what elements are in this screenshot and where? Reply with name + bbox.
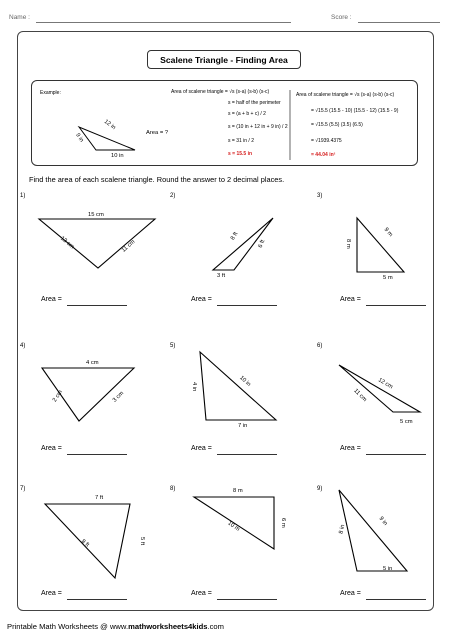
- triangle-6-label: 5 cm: [400, 419, 413, 425]
- footer-prefix: Printable Math Worksheets @ www.: [7, 622, 129, 631]
- triangle-5-label: 4 in: [191, 382, 197, 392]
- answer-line-3[interactable]: [366, 305, 426, 306]
- area-label: Area =: [340, 590, 361, 597]
- example-step2-0: Area of scalene triangle = √s (s-a) (s-b) (s-c): [296, 92, 395, 98]
- triangle-8-label: 6 m: [280, 518, 286, 528]
- example-area-question: Area = ?: [146, 130, 169, 136]
- footer-brand: mathworksheets4kids: [128, 622, 208, 631]
- example-step2-1: = √15.5 (15.5 - 10) (15.5 - 12) (15.5 - 9): [311, 108, 399, 114]
- example-step2-3: = √1939.4375: [311, 138, 342, 144]
- example-step1-5: s = 15.5 in: [228, 151, 253, 157]
- example-step2-2: = √15.5 (5.5) (3.5) (6.5): [311, 122, 363, 128]
- answer-line-4[interactable]: [67, 454, 127, 455]
- triangle-1-label: 13 cm: [58, 235, 75, 251]
- triangle-2-label: 6 ft: [257, 239, 267, 249]
- triangle-7-label: 5 ft: [139, 537, 145, 546]
- area-label: Area =: [191, 445, 212, 452]
- answer-line-8[interactable]: [217, 599, 277, 600]
- triangle-2-label: 8 ft: [229, 231, 240, 242]
- problem-number: 2): [170, 193, 176, 199]
- area-label: Area =: [41, 296, 62, 303]
- problem-number: 8): [170, 486, 176, 492]
- triangle-5-label: 7 in: [238, 423, 248, 429]
- triangle-1-label: 15 cm: [88, 212, 104, 218]
- example-side-c: 10 in: [111, 153, 124, 159]
- answer-line-6[interactable]: [366, 454, 426, 455]
- triangle-3-label: 5 m: [383, 275, 393, 281]
- answer-line-1[interactable]: [67, 305, 127, 306]
- triangle-9-label: 8 in: [338, 524, 347, 535]
- example-side-a: 12 in: [102, 118, 117, 132]
- triangle-9-label: 5 in: [383, 566, 393, 572]
- triangle-4-label: 3 cm: [111, 390, 126, 404]
- area-label: Area =: [191, 590, 212, 597]
- triangle-6-label: 12 cm: [376, 377, 394, 391]
- area-label: Area =: [41, 590, 62, 597]
- triangle-7-label: 8 ft: [79, 538, 90, 549]
- area-label: Area =: [340, 296, 361, 303]
- triangle-8-label: 8 m: [233, 488, 243, 494]
- triangle-5: [200, 352, 276, 420]
- triangle-1-label: 11 cm: [120, 239, 137, 254]
- triangle-4-label: 4 cm: [86, 360, 99, 366]
- footer-suffix: .com: [207, 622, 224, 631]
- triangle-3-label: 8 m: [345, 239, 351, 249]
- triangle-5-label: 10 in: [238, 375, 252, 388]
- score-label: Score :: [331, 14, 352, 21]
- instructions: Find the area of each scalene triangle. Round the answer to 2 decimal places.: [29, 175, 285, 184]
- problem-number: 7): [20, 486, 26, 492]
- example-step1-1: s = half of the perimeter: [228, 100, 281, 106]
- problem-number: 4): [20, 343, 26, 349]
- answer-line-9[interactable]: [366, 599, 426, 600]
- triangle-3-label: 9 m: [382, 226, 394, 239]
- example-step1-4: s = 31 in / 2: [228, 138, 254, 144]
- problem-number: 3): [317, 193, 323, 199]
- triangle-9-label: 9 in: [377, 515, 389, 527]
- problem-number: 9): [317, 486, 323, 492]
- answer-line-2[interactable]: [217, 305, 277, 306]
- answer-line-5[interactable]: [217, 454, 277, 455]
- area-label: Area =: [191, 296, 212, 303]
- example-step1-2: s = (a + b + c) / 2: [228, 111, 266, 117]
- triangle-7-label: 7 ft: [95, 495, 104, 501]
- example-step1-0: Area of scalene triangle = √s (s-a) (s-b) (s-c): [171, 89, 270, 95]
- triangle-1: [39, 219, 155, 268]
- example-side-b: 9 in: [74, 132, 85, 144]
- answer-line-7[interactable]: [67, 599, 127, 600]
- worksheet-title: Scalene Triangle - Finding Area: [147, 50, 301, 69]
- triangle-2-label: 3 ft: [217, 273, 226, 279]
- name-label: Name :: [9, 14, 30, 21]
- triangle-3: [357, 218, 404, 272]
- triangle-9: [339, 490, 407, 571]
- problem-number: 5): [170, 343, 176, 349]
- triangle-6: [339, 365, 420, 412]
- triangle-4-label: 2 cm: [51, 389, 64, 404]
- triangle-8-label: 10 m: [226, 520, 241, 533]
- area-label: Area =: [41, 445, 62, 452]
- footer-credit: [7, 622, 224, 631]
- area-label: Area =: [340, 445, 361, 452]
- problem-number: 6): [317, 343, 323, 349]
- triangle-6-label: 11 cm: [352, 387, 368, 404]
- example-step2-4: = 44.04 in²: [311, 152, 336, 158]
- problem-number: 1): [20, 193, 26, 199]
- example-label: Example:: [40, 90, 61, 96]
- example-step1-3: s = (10 in + 12 in + 9 in) / 2: [228, 124, 288, 130]
